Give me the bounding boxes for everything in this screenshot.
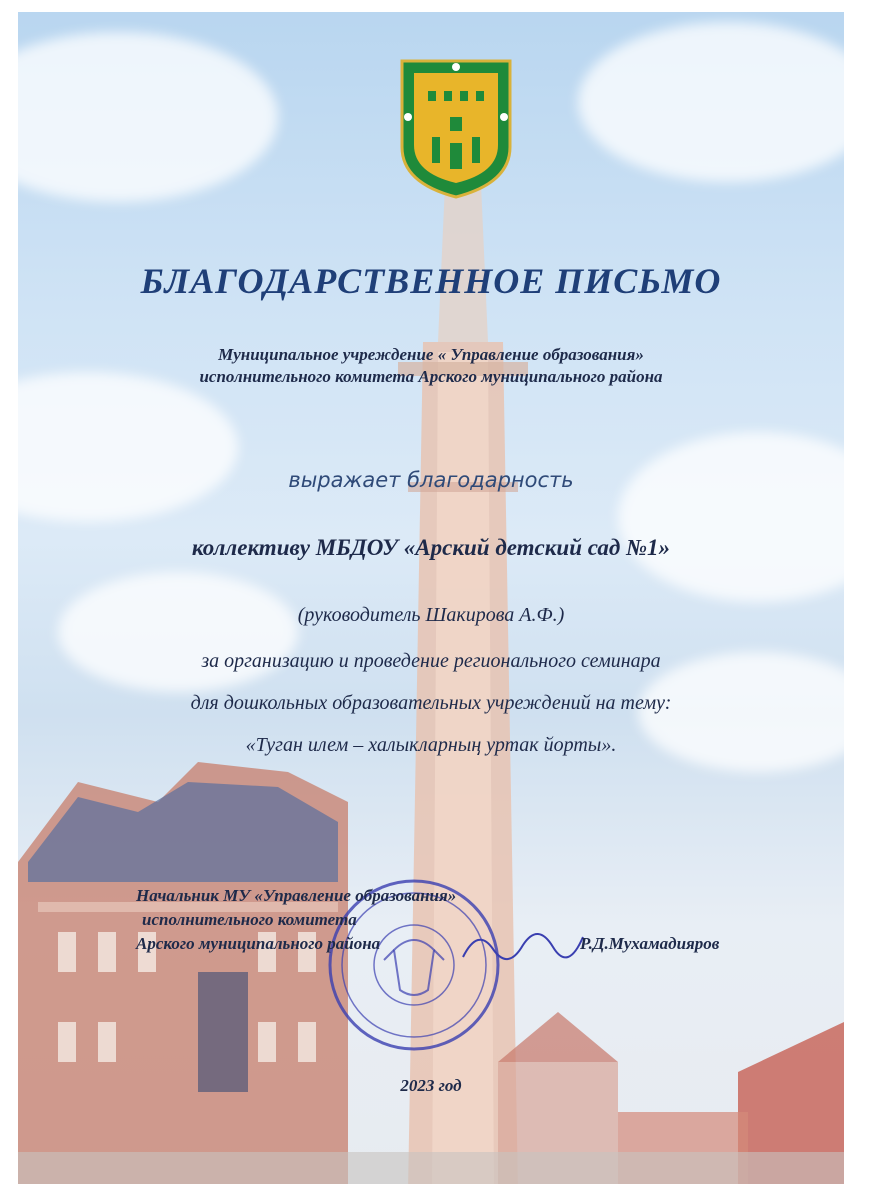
reason-line-1: за организацию и проведение регионального семинара	[201, 650, 661, 672]
cloud	[18, 32, 278, 202]
letter-title: БЛАГОДАРСТВЕННОЕ ПИСЬМО	[140, 261, 722, 301]
issuer-line-2: исполнительного комитета Арского муниципального района	[199, 367, 663, 386]
issue-year: 2023 год	[400, 1076, 462, 1095]
expresses-gratitude: выражает благодарность	[288, 468, 574, 492]
coat-of-arms-emblem	[398, 57, 514, 199]
recipient: коллективу МБДОУ «Арский детский сад №1»	[191, 535, 671, 560]
issuer-organization	[18, 344, 844, 388]
signature-title-line-2: исполнительного комитета	[142, 910, 357, 929]
issuer-line-1: Муниципальное учреждение « Управление образования»	[218, 345, 644, 364]
certificate-sheet	[18, 12, 844, 1184]
cloud	[18, 372, 238, 522]
handwritten-signature	[458, 917, 588, 967]
reason-line-2: для дошкольных образовательных учреждений на тему:	[190, 692, 672, 714]
cloud	[578, 22, 844, 182]
head-note: (руководитель Шакирова А.Ф.)	[297, 604, 565, 626]
cloud	[618, 432, 844, 602]
signature-title-line-1: Начальник МУ «Управление образования»	[136, 886, 457, 905]
cloud	[58, 572, 298, 692]
signer-name: Р.Д.Мухамадияров	[580, 934, 720, 953]
seminar-topic: «Туган илем – халыкларның уртак йорты».	[245, 734, 617, 756]
signature-title-line-3: Арского муниципального района	[136, 934, 381, 953]
